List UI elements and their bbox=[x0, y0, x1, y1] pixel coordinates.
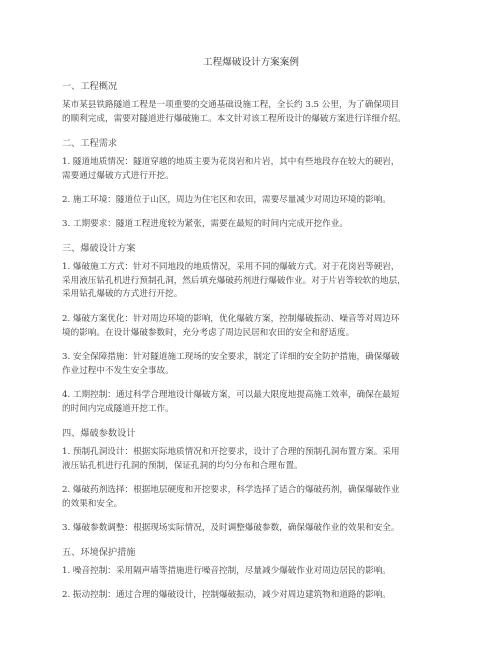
paragraph bbox=[62, 156, 452, 183]
paragraph bbox=[62, 194, 452, 208]
paragraph bbox=[62, 522, 452, 536]
paragraph-line: 1. 噪音控制：采用隔声墙等措施进行噪音控制，尽量减少爆破作业对周边居民的影响。 bbox=[62, 566, 391, 576]
section-heading-overview: 一、工程概况 bbox=[62, 81, 118, 92]
paragraph-line: 需要通过爆破方式进行开挖。 bbox=[62, 170, 174, 181]
paragraph-line: 2. 施工环境：隧道位于山区，周边为住宅区和农田，需要尽量减少对周边环境的影响。 bbox=[62, 195, 391, 205]
paragraph-line: 3. 安全保障措施：针对隧道施工现场的安全要求，制定了详细的安全防护措施，确保爆破 bbox=[62, 352, 400, 362]
paragraph-line: 采用液压钻孔机进行预制孔洞，然后填充爆破药剂进行爆破作业。对于片岩等较软的地层， bbox=[62, 275, 406, 286]
paragraph-line: 的顺利完成，需要对隧道进行爆破施工。本文针对该工程所设计的爆破方案进行详细介绍。 bbox=[62, 113, 406, 124]
paragraph bbox=[62, 99, 452, 126]
paragraph-line: 采用钻孔爆破的方式进行开挖。 bbox=[62, 289, 183, 300]
paragraph-line: 2. 爆破方案优化：针对周边环境的影响，优化爆破方案，控制爆破振动、噪音等对周边环 bbox=[62, 314, 400, 324]
paragraph bbox=[62, 484, 452, 511]
section-heading-design-plan: 三、爆破设计方案 bbox=[62, 243, 136, 254]
paragraph bbox=[62, 446, 452, 473]
paragraph bbox=[62, 261, 452, 302]
paragraph-line: 3. 爆破参数调整：根据现场实际情况，及时调整爆破参数，确保爆破作业的效果和安全。 bbox=[62, 523, 400, 533]
paragraph bbox=[62, 351, 452, 378]
document-title: 工程爆破设计方案案例 bbox=[203, 57, 299, 68]
paragraph bbox=[62, 565, 452, 579]
section-heading-requirements: 二、工程需求 bbox=[62, 138, 118, 149]
paragraph-line: 的时间内完成隧道开挖工作。 bbox=[62, 403, 174, 414]
paragraph-line: 境的影响。在设计爆破参数时，充分考虑了周边民居和农田的安全和舒适度。 bbox=[62, 327, 355, 338]
paragraph-line: 4. 工期控制：通过科学合理地设计爆破方案，可以最大限度地提高施工效率，确保在最短 bbox=[62, 390, 400, 400]
paragraph bbox=[62, 313, 452, 340]
paragraph bbox=[62, 589, 452, 603]
section-heading-parameters: 四、爆破参数设计 bbox=[62, 428, 136, 439]
paragraph-line: 2. 振动控制：通过合理的爆破设计，控制爆破振动，减少对周边建筑物和道路的影响。 bbox=[62, 590, 391, 600]
section-heading-environment: 五、环境保护措施 bbox=[62, 547, 136, 558]
paragraph-line: 1. 预制孔洞设计：根据实际地质情况和开挖要求，设计了合理的预制孔洞布置方案。采用 bbox=[62, 447, 400, 457]
paragraph-line: 3. 工期要求：隧道工程进度较为紧张，需要在最短的时间内完成开挖作业。 bbox=[62, 219, 348, 229]
paragraph-line: 作业过程中不发生安全事故。 bbox=[62, 365, 174, 376]
paragraph-line: 液压钻孔机进行孔洞的预制，保证孔洞的均匀分布和合理布置。 bbox=[62, 460, 303, 471]
paragraph bbox=[62, 218, 452, 232]
paragraph-line: 2. 爆破药剂选择：根据地层硬度和开挖要求，科学选择了适合的爆破药剂，确保爆破作业 bbox=[62, 485, 400, 495]
paragraph-line: 1. 隧道地质情况：隧道穿越的地质主要为花岗岩和片岩，其中有些地段存在较大的硬岩， bbox=[62, 157, 400, 167]
paragraph bbox=[62, 389, 452, 416]
paragraph-line: 1. 爆破施工方式：针对不同地段的地质情况，采用不同的爆破方式。对于花岗岩等硬岩， bbox=[62, 262, 400, 272]
paragraph-line: 的效果和安全。 bbox=[62, 498, 123, 509]
paragraph-line: 某市某县铁路隧道工程是一项重要的交通基础设施工程，全长约 3.5 公里，为了确保项目 bbox=[62, 100, 400, 110]
